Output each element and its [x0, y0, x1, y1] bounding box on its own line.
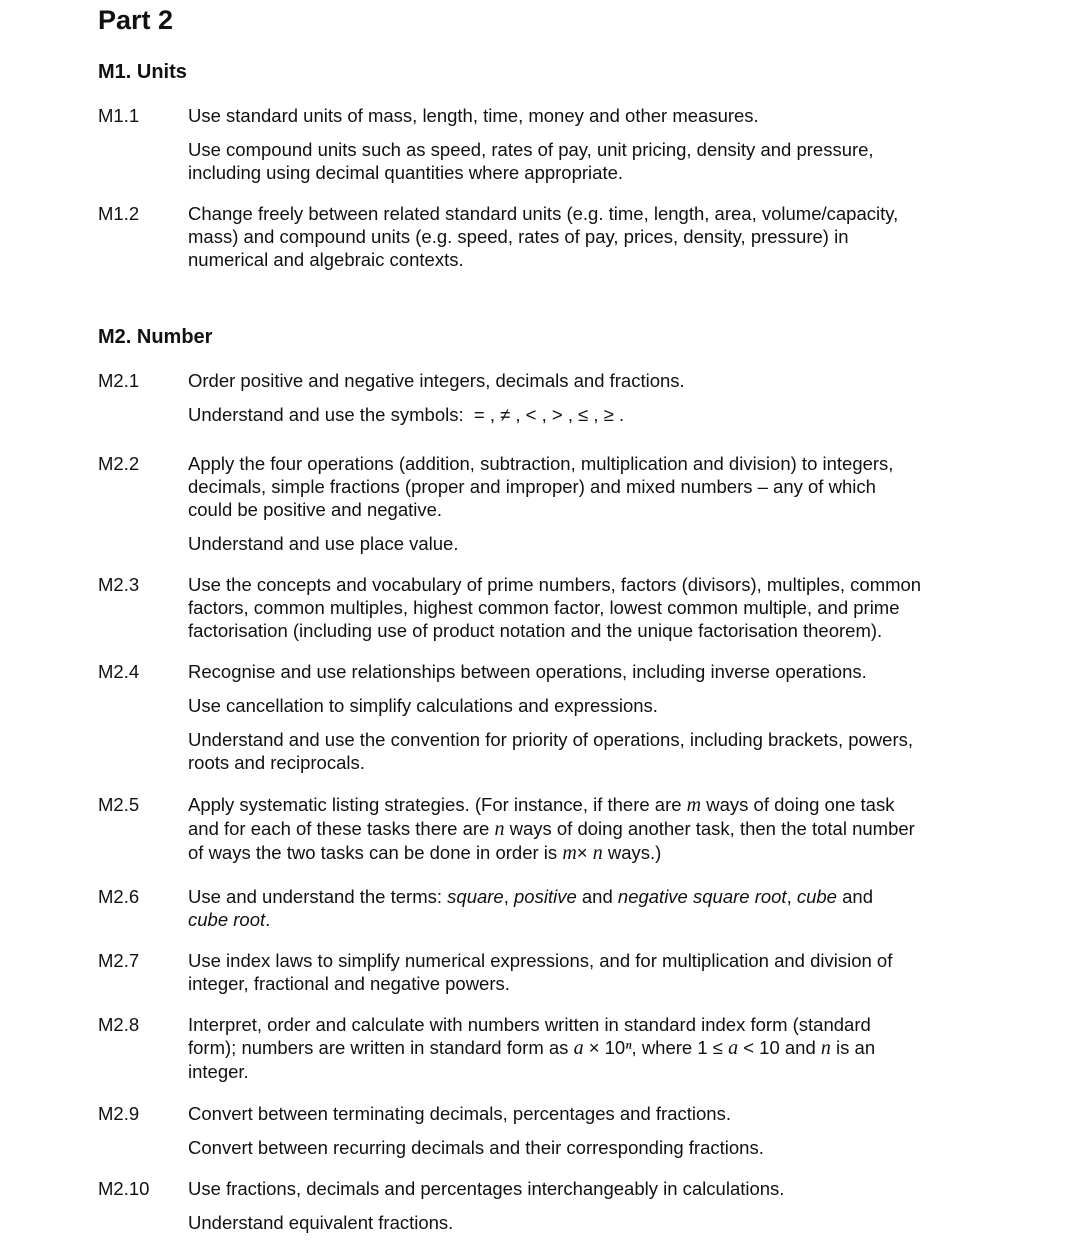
item-paragraph: Interpret, order and calculate with numbers written in standard index form (standard form); numbers are written in standard form as a × 10ⁿ, where 1 ≤ a < 10 and n is an integer. — [188, 1014, 876, 1082]
item-code: M2.9 — [98, 1103, 140, 1124]
italic-term: negative square root — [617, 886, 787, 907]
item-paragraph: Convert between recurring decimals and their corresponding fractions. — [188, 1137, 764, 1158]
item-code: M2.3 — [98, 574, 140, 595]
item-paragraph: Use index laws to simplify numerical expressions, and for multiplication and division of integer, fractional and negative powers. — [188, 950, 893, 994]
item-code: M2.2 — [98, 453, 140, 474]
item-code: M2.8 — [98, 1014, 140, 1035]
part-title: Part 2 — [98, 5, 174, 35]
math-variable: n — [820, 1037, 831, 1059]
math-variable: ⁿ — [625, 1037, 632, 1059]
item-paragraph: Use compound units such as speed, rates of pay, unit pricing, density and pressure, including using decimal quantities where appropriate. — [188, 139, 874, 183]
item-code: M2.5 — [98, 794, 140, 815]
italic-term: positive — [514, 886, 577, 907]
section-title-number: M2. Number — [98, 326, 213, 348]
math-variable: n — [592, 842, 603, 864]
item-paragraph: Use fractions, decimals and percentages interchangeably in calculations. — [188, 1178, 785, 1199]
item-paragraph: Use the concepts and vocabulary of prime numbers, factors (divisors), multiples, common factors, common multiples, highest common factor, lowest common multiple, and prime factorisation (including use of product notation and the unique factorisation theorem). — [188, 574, 922, 641]
item-paragraph: Understand and use the convention for priority of operations, including brackets, powers, roots and reciprocals. — [188, 729, 913, 773]
item-code: M2.7 — [98, 950, 140, 971]
section-title-units: M1. Units — [98, 61, 187, 83]
item-paragraph: Order positive and negative integers, decimals and fractions. — [188, 370, 685, 391]
item-paragraph: Use standard units of mass, length, time, money and other measures. — [188, 105, 759, 126]
italic-term: cube — [796, 886, 837, 907]
item-code: M2.1 — [98, 370, 140, 391]
item-paragraph: Use and understand the terms: square, positive and negative square root, cube and cube root. — [188, 886, 873, 930]
item-paragraph: Use cancellation to simplify calculations and expressions. — [188, 695, 658, 716]
math-variable: a — [573, 1037, 584, 1059]
math-variable: m — [686, 794, 702, 816]
item-paragraph: Change freely between related standard units (e.g. time, length, area, volume/capacity, mass) and compound units (e.g. speed, rates of pay, prices, density, pressure) in numerical and algebraic contexts. — [188, 203, 899, 270]
item-paragraph: Understand equivalent fractions. — [188, 1212, 454, 1233]
item-code: M2.6 — [98, 886, 140, 907]
item-code: M1.1 — [98, 105, 140, 126]
math-variable: m — [562, 842, 577, 864]
item-paragraph: Apply the four operations (addition, subtraction, multiplication and division) to integers, decimals, simple fractions (proper and improper) and mixed numbers – any of which could be positive and negative. — [188, 453, 894, 520]
item-code: M2.4 — [98, 661, 140, 682]
math-variable: n — [494, 818, 505, 840]
item-paragraph: Understand and use place value. — [188, 533, 459, 554]
item-paragraph: Convert between terminating decimals, percentages and fractions. — [188, 1103, 731, 1124]
math-variable: a — [728, 1037, 739, 1059]
item-paragraph: Apply systematic listing strategies. (For instance, if there are m ways of doing one task and for each of these tasks there are n ways of doing another task, then the total number of ways the two tasks can be done in order is m× n ways.) — [188, 794, 915, 864]
italic-term: cube root — [188, 909, 266, 930]
item-code: M1.2 — [98, 203, 140, 224]
item-paragraph: Understand and use the symbols: = , ≠ , < , > , ≤ , ≥ . — [188, 404, 625, 425]
italic-term: square — [447, 886, 504, 907]
item-code: M2.10 — [98, 1178, 150, 1199]
item-paragraph: Recognise and use relationships between operations, including inverse operations. — [188, 661, 867, 682]
